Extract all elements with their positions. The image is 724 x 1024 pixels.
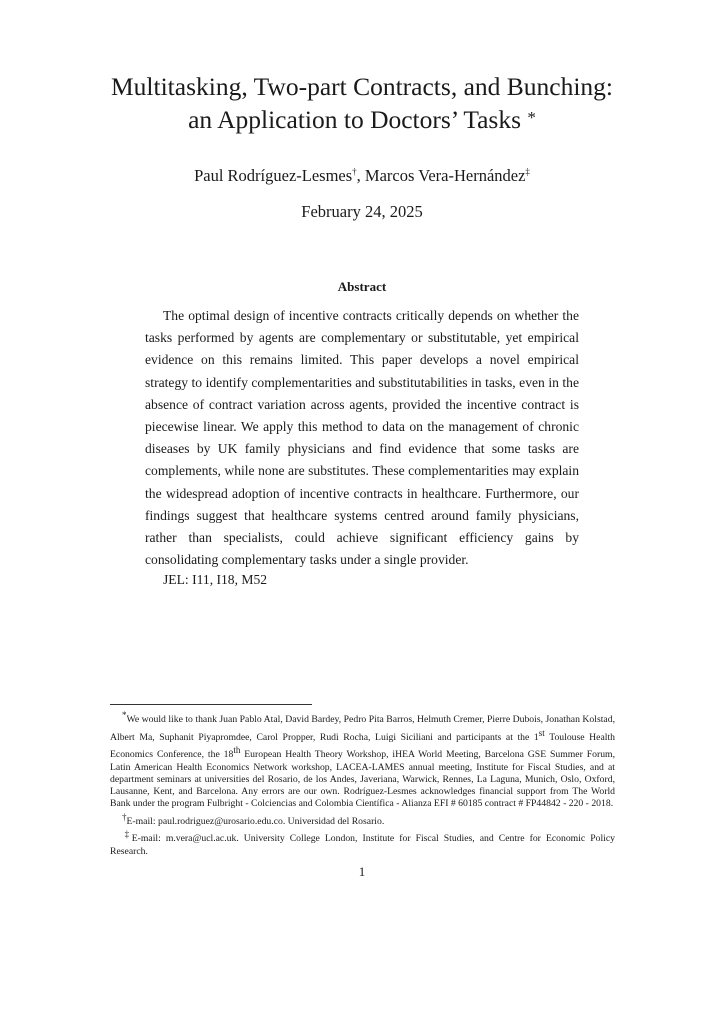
- footnote-2-marker: †: [122, 811, 127, 822]
- footnote-rule: [110, 704, 312, 705]
- title-line-1: Multitasking, Two-part Contracts, and Bunching:: [110, 72, 614, 101]
- footnote-3: [110, 828, 615, 858]
- footnote-1-marker: *: [122, 710, 127, 720]
- footnote-1-sup-th: th: [233, 745, 241, 756]
- paper-title: [0, 70, 724, 136]
- footnote-3-text: E-mail: m.vera@ucl.ac.uk. University College London, Institute for Fiscal Studies, and Centre for Economic Policy Research.: [110, 833, 616, 857]
- footnote-3-marker: ‡: [122, 829, 132, 840]
- author-separator: ,: [356, 166, 365, 185]
- footnote-2-text: E-mail: paul.rodriguez@urosario.edu.co. Universidad del Rosario.: [126, 816, 385, 828]
- footnote-1-text-c: European Health Theory Workshop, iHEA World Meeting, Barcelona GSE Summer Forum, Latin American Health Economics Network workshop, LACEA-LAMES annual meeting, Institute for Fiscal Studies, and at department seminars at universities del Rosario, de los Andes, Javeriana, Warwick, Rennes, La Laguna, Munich, Oslo, Oxford, Lausanne, Kent, and Barcelona. Any errors are our own. Rodríguez-Lesmes acknowledges financial support from The World Bank under the program Fulbright - Colciencias and Colombia Científica - Alianza EFI # 60185 contract # FP44842 - 220 - 2018.: [110, 749, 615, 810]
- title-line-2: an Application to Doctors’ Tasks: [188, 105, 522, 134]
- abstract-heading: Abstract: [337, 279, 387, 294]
- footnote-1: [110, 709, 615, 811]
- author-1-marker: †: [352, 166, 357, 177]
- abstract-body: [145, 305, 579, 571]
- footnotes: [110, 709, 615, 858]
- page-number: 1: [358, 864, 366, 879]
- footnote-1-sup-st: st: [538, 727, 545, 738]
- jel-codes: JEL: I11, I18, M52: [163, 572, 268, 587]
- footnote-1-text-b: Toulouse Health Economics Conference, the 18: [110, 731, 615, 761]
- publication-date: February 24, 2025: [301, 202, 423, 221]
- author-2-marker: ‡: [525, 166, 530, 177]
- author-2-name: Marcos Vera-Hernández: [364, 166, 526, 185]
- footnote-1-text-a: We would like to thank Juan Pablo Atal, David Bardey, Pedro Pita Barros, Helmuth Cremer, Pierre Dubois, Jonathan Kolstad, Albert Ma, Suphanit Piyapromdee, Carol Propper, Rudi Rocha, Luigi Siciliani and participants at the 1: [110, 714, 615, 743]
- abstract-text: The optimal design of incentive contracts critically depends on whether the tasks performed by agents are complementary or substitutable, yet empirical evidence on this remains limited. This paper develops a novel empirical strategy to identify complementarities and substitutabilities in tasks, even in the absence of contract variation across agents, provided the incentive contract is piecewise linear. We apply this method to data on the management of chronic diseases by UK family physicians and find evidence that some tasks are complements, while none are substitutes. These complementarities may explain the widespread adoption of incentive contracts in healthcare. Furthermore, our findings suggest that healthcare systems centred around family physicians, rather than specialists, could achieve significant efficiency gains by consolidating complementary tasks under a single provider.: [145, 308, 579, 568]
- author-1-name: Paul Rodríguez-Lesmes: [194, 166, 353, 185]
- title-footnote-marker: *: [527, 108, 536, 127]
- author-list: [0, 166, 724, 186]
- footnote-2: [110, 811, 615, 829]
